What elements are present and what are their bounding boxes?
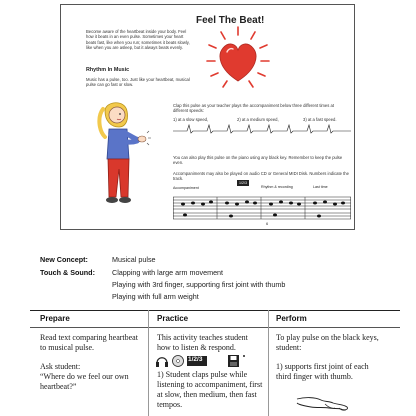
practice-line-3: 1) Student claps pulse while [157,370,248,379]
cd-disc-icon [173,356,184,367]
cd-track-badge: 1/2/3 [239,181,247,185]
table-header-rule [30,327,400,328]
accompaniment-text: Accompaniments may also be played on audio CD or General MIDI Disk. Numbers indicate the track. [173,171,349,182]
clap-instruction: Clap this pulse as your teacher plays the accompaniment below three different times at different speeds: [173,103,334,114]
headphones-icon [156,358,168,367]
new-concept-value: Musical pulse [112,255,156,264]
practice-line-6: tempos. [157,400,183,409]
student-page-intro: Become aware of the heartbeat inside your body. Feel how it beats in an even pulse. Sometimes your heart beats fast, like when you run; sometimes it beats slowly, like when you are asleep, but it always beats evenly. [86,29,190,51]
staff-label: Accompaniment [173,186,199,190]
table-top-rule [30,310,400,311]
touch-sound-value-3: Playing with full arm weight [112,292,199,301]
staff-tempo-1: Rhythm & recording [261,185,293,189]
staff-tempo-2: Last time [313,185,328,189]
staff-notes [173,191,351,221]
accompaniment-staff [173,185,351,219]
rhythm-heading: Rhythm In Music [86,67,130,73]
header-prepare: Prepare [40,314,70,323]
practice-line-1: This activity teaches student [157,333,248,342]
column-divider-2 [268,310,269,416]
perform-line-4: third finger with thumb. [276,372,353,381]
floppy-disk-icon [228,355,239,367]
header-perform: Perform [276,314,307,323]
new-concept-label: New Concept: [40,255,88,264]
practice-track-badge: 1/2/3 [188,356,203,363]
perform-line-1: To play pulse on the black keys, [276,333,379,342]
heart-illustration [201,23,276,93]
prepare-line-2: to musical pulse. [40,343,94,352]
practice-line-2: how to listen & respond. [157,343,236,352]
student-page-image [60,4,355,230]
speed-medium-label: 2) at a medium speed, [237,117,279,122]
perform-line-3: 1) supports first joint of each [276,362,369,371]
touch-sound-label: Touch & Sound: [40,268,95,277]
pulse-line [173,123,351,135]
column-divider-1 [148,310,149,416]
girl-clapping-illustration [91,97,151,213]
practice-line-4: listening to accompaniment, first [157,380,263,389]
piano-text: You can also play this pulse on the piano using any black key. Remember to keep the pulse even. [173,155,343,166]
hand-finger-illustration [295,391,355,413]
speed-row [173,117,351,137]
bullet-dot-icon [243,355,245,357]
touch-sound-value-1: Clapping with large arm movement [112,268,224,277]
practice-line-5: at slow, then medium, then fast [157,390,257,399]
speed-fast-label: 3) at a fast speed. [303,117,337,122]
speed-slow-label: 1) at a slow speed, [173,117,209,122]
prepare-line-3: Ask student: [40,362,81,371]
touch-sound-value-2: Playing with 3rd finger, supporting first joint with thumb [112,280,286,289]
student-page-title: Feel The Beat! [196,15,265,26]
prepare-line-4: “Where do we feel our own [40,372,129,381]
student-page-number: 6 [266,221,269,226]
rhythm-text: Music has a pulse, too. Just like your heartbeat, musical pulse can go fast or slow. [86,77,190,88]
practice-icons [156,354,266,368]
perform-line-2: student: [276,343,302,352]
header-practice: Practice [157,314,189,323]
prepare-line-1: Read text comparing heartbeat [40,333,138,342]
prepare-line-5: heartbeat?” [40,382,77,391]
